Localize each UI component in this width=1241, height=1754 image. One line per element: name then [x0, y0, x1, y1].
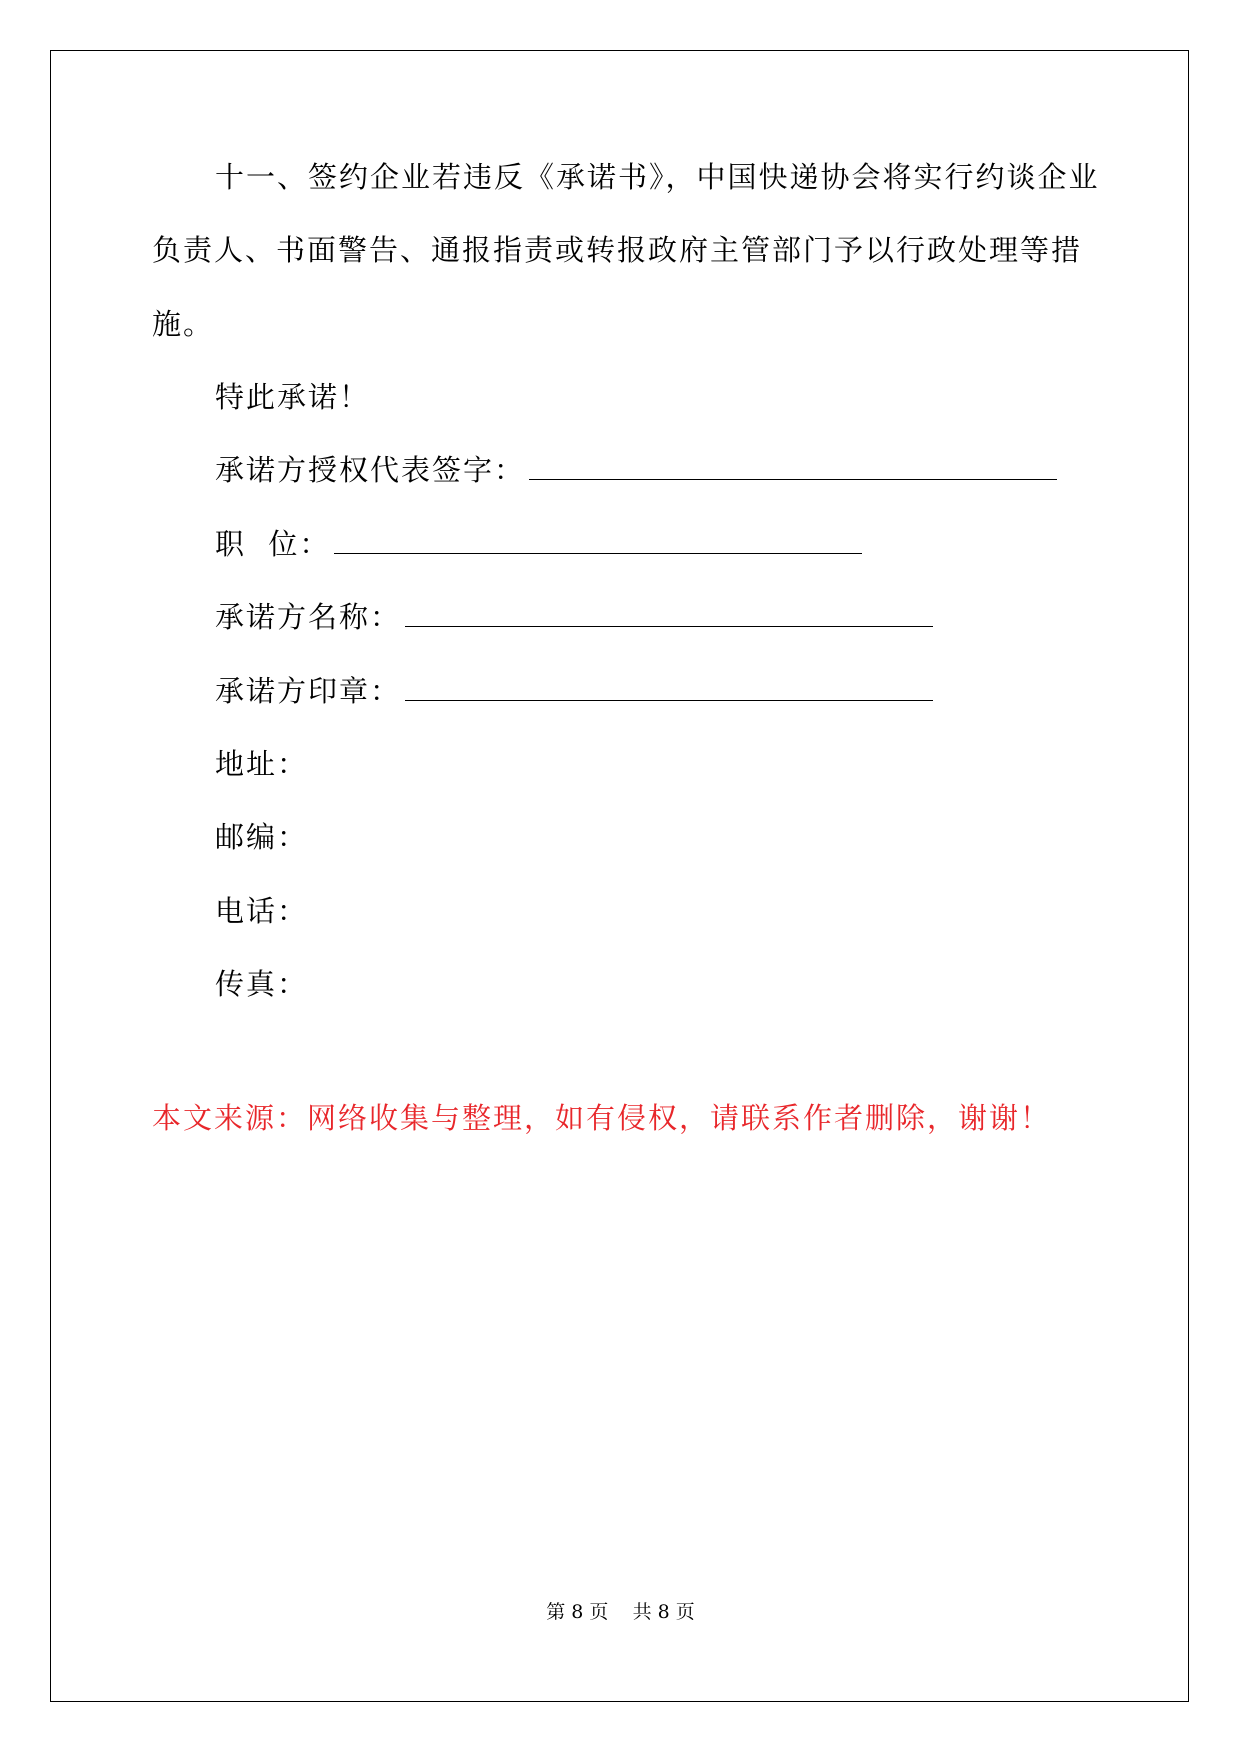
page-number-footer: 第 8 页 共 8 页 — [546, 1601, 695, 1623]
position-row — [215, 522, 1155, 563]
seal-row — [215, 669, 1155, 710]
postcode-label: 邮编： — [215, 820, 309, 854]
name-row — [215, 595, 1155, 636]
signature-blank-line[interactable] — [529, 453, 1057, 480]
paragraph-11-line-2: 负责人、书面警告、通报指责或转报政府主管部门予以行政处理等措 — [152, 233, 1083, 267]
address-label: 地址： — [215, 747, 309, 781]
signature-label: 承诺方授权代表签字： — [215, 453, 526, 487]
position-label: 职 位： — [215, 527, 331, 561]
paragraph-11-line-1: 十一、签约企业若违反《承诺书》，中国快递协会将实行约谈企业 — [215, 160, 1100, 194]
fax-label: 传真： — [215, 967, 309, 1001]
closing-statement: 特此承诺！ — [215, 380, 371, 414]
seal-blank-line[interactable] — [405, 674, 933, 701]
paragraph-11-line-3: 施。 — [152, 307, 215, 341]
position-blank-line[interactable] — [334, 527, 862, 554]
page-border — [50, 50, 1189, 1702]
name-blank-line[interactable] — [405, 600, 933, 627]
source-note: 本文来源：网络收集与整理，如有侵权，请联系作者删除，谢谢！ — [152, 1101, 1052, 1135]
signature-row — [215, 448, 1155, 489]
name-label: 承诺方名称： — [215, 600, 402, 634]
seal-label: 承诺方印章： — [215, 674, 402, 708]
phone-label: 电话： — [215, 894, 309, 928]
